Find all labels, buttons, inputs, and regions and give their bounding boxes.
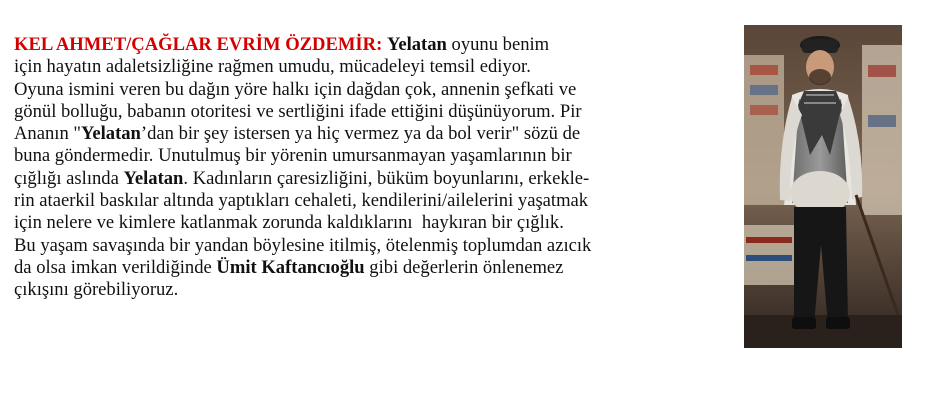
text-line — [14, 279, 744, 301]
text-line — [14, 190, 744, 212]
body-text: buna göndermedir. Unutulmuş bir yörenin umursanmayan yaşamlarının bir — [14, 145, 572, 167]
body-text: çıkışını görebiliyoruz. — [14, 279, 179, 301]
body-text: için hayatın adaletsizliğine rağmen umudu, mücadeleyi temsil ediyor. — [14, 56, 531, 78]
text-line — [14, 212, 744, 234]
actor-photo — [744, 25, 902, 348]
body-text: da olsa imkan verildiğinde — [14, 256, 217, 278]
article-text — [14, 34, 744, 302]
body-text: gönül bolluğu, babanın otoritesi ve sertliğini ifade ettiğini düşünüyorum. Pir — [14, 100, 582, 122]
text-line — [14, 257, 744, 279]
actor-photo-illustration — [744, 25, 902, 348]
body-text: için nelere ve kimlere katlanmak zorunda kaldıklarını haykıran bir çığlık. — [14, 212, 564, 234]
text-line — [14, 168, 744, 190]
bold-text: Yelatan — [386, 34, 447, 55]
body-text: . Kadınların çaresizliğini, büküm boyunlarını, erkekle- — [183, 167, 590, 189]
body-text: gibi değerlerin önlenemez — [364, 256, 564, 278]
bold-text: Yelatan — [123, 167, 184, 189]
body-text: oyunu benim — [446, 34, 550, 55]
body-text: ’dan bir şey istersen ya hiç vermez ya da bol verir" sözü de — [140, 123, 581, 145]
text-line — [14, 101, 744, 123]
bold-text: Ümit Kaftancıoğlu — [216, 256, 365, 278]
body-text: Oyuna ismini veren bu dağın yöre halkı için dağdan çok, annenin şefkati ve — [14, 78, 577, 100]
text-line — [14, 56, 744, 78]
text-line — [14, 235, 744, 257]
body-text: rin ataerkil baskılar altında yaptıkları cehaleti, kendilerini/ailelerini yaşatmak — [14, 190, 589, 212]
text-line — [14, 123, 744, 145]
body-text: Bu yaşam savaşında bir yandan böylesine itilmiş, ötelenmiş toplumdan azıcık — [14, 234, 592, 256]
text-line — [14, 34, 744, 56]
body-text: Ananın " — [14, 123, 81, 145]
bold-text: Yelatan — [80, 123, 141, 145]
text-line — [14, 79, 744, 101]
body-text: çığlığı aslında — [14, 167, 124, 189]
interviewee-heading: KEL AHMET/ÇAĞLAR EVRİM ÖZDEMİR: — [14, 34, 383, 55]
text-line — [14, 145, 744, 167]
